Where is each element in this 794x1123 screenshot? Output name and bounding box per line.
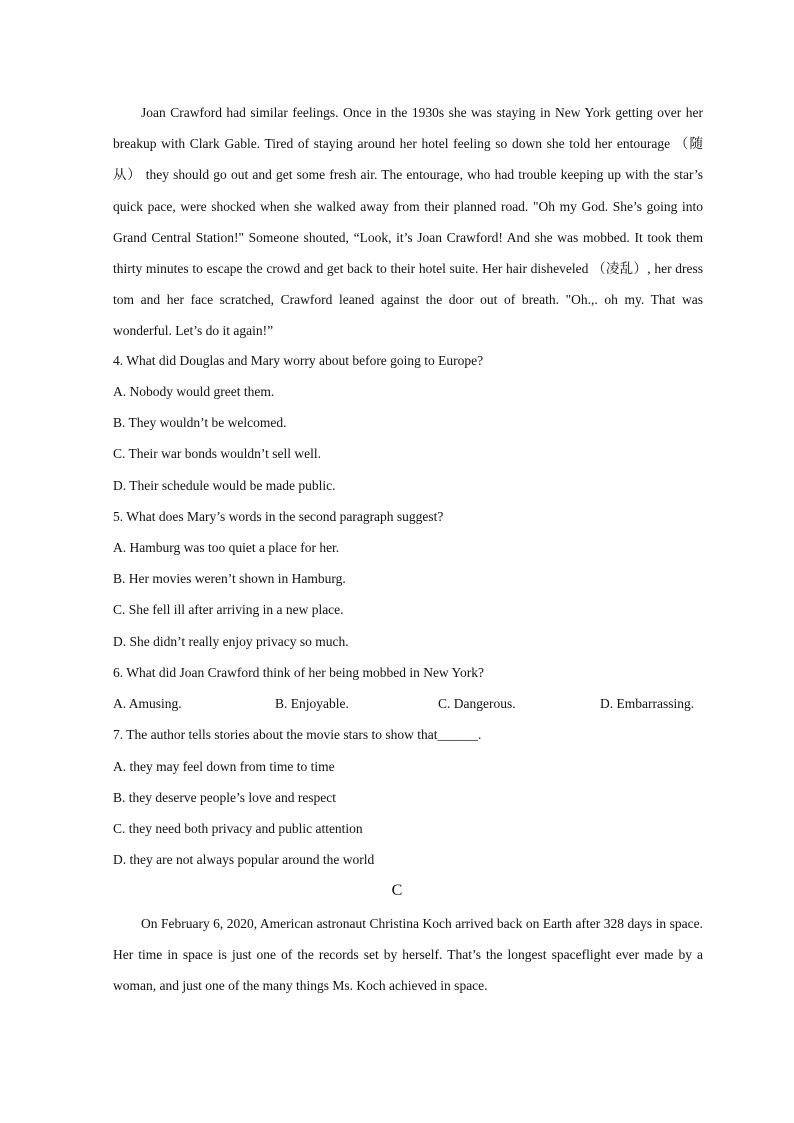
passage-paragraph: Joan Crawford had similar feelings. Once in the 1930s she was staying in New York getting over her breakup with Clark Gable. Tired of staying around her hotel feeling so down she told her entourage （随从） they should go out and get some fresh air. The entourage, who had trouble keeping up with the star’s quick pace, were shocked when she walked away from their planned road. "Oh my God. She’s going into Grand Central Station!" Someone shouted, “Look, it’s Joan Crawford! And she was mobbed. It took them thirty minutes to escape the crowd and get back to their hotel suite. Her hair disheveled （凌乱）, her dress tom and her face scratched, Crawford leaned against the door out of breath. "Oh.,. oh my. That was wonderful. Let’s do it again!” (113, 105, 703, 339)
passage-c-paragraph: On February 6, 2020, American astronaut Christina Koch arrived back on Earth after 328 days in space. Her time in space is just one of the records set by herself. That’s the longest spaceflight ever made by a woman, and just one of the many things Ms. Koch achieved in space. (113, 916, 703, 994)
question-5-stem: 5. What does Mary’s words in the second paragraph suggest? (113, 509, 444, 524)
question-7-option-b: B. they deserve people’s love and respect (113, 790, 337, 805)
question-4-option-d: D. Their schedule would be made public. (113, 478, 336, 493)
question-6-option-b: B. Enjoyable. (275, 696, 349, 711)
question-5-option-c: C. She fell ill after arriving in a new place. (113, 602, 344, 617)
question-6-stem: 6. What did Joan Crawford think of her being mobbed in New York? (113, 665, 484, 680)
section-heading: C (391, 882, 403, 899)
question-5-option-a: A. Hamburg was too quiet a place for her. (113, 540, 340, 555)
question-7-stem: 7. The author tells stories about the movie stars to show that______. (113, 727, 482, 742)
question-6-option-a: A. Amusing. (113, 696, 182, 711)
question-6-option-c: C. Dangerous. (438, 696, 516, 711)
question-7-option-d: D. they are not always popular around the world (113, 852, 375, 867)
question-4-option-b: B. They wouldn’t be welcomed. (113, 415, 287, 430)
question-5-option-d: D. She didn’t really enjoy privacy so much. (113, 634, 349, 649)
question-4-stem: 4. What did Douglas and Mary worry about before going to Europe? (113, 353, 484, 368)
question-6-options (0, 694, 794, 714)
question-5-option-b: B. Her movies weren’t shown in Hamburg. (113, 571, 346, 586)
question-4-option-c: C. Their war bonds wouldn’t sell well. (113, 446, 321, 461)
question-6-option-d: D. Embarrassing. (600, 696, 695, 711)
question-7-option-c: C. they need both privacy and public attention (113, 821, 363, 836)
question-7-option-a: A. they may feel down from time to time (113, 759, 335, 774)
question-4-option-a: A. Nobody would greet them. (113, 384, 275, 399)
